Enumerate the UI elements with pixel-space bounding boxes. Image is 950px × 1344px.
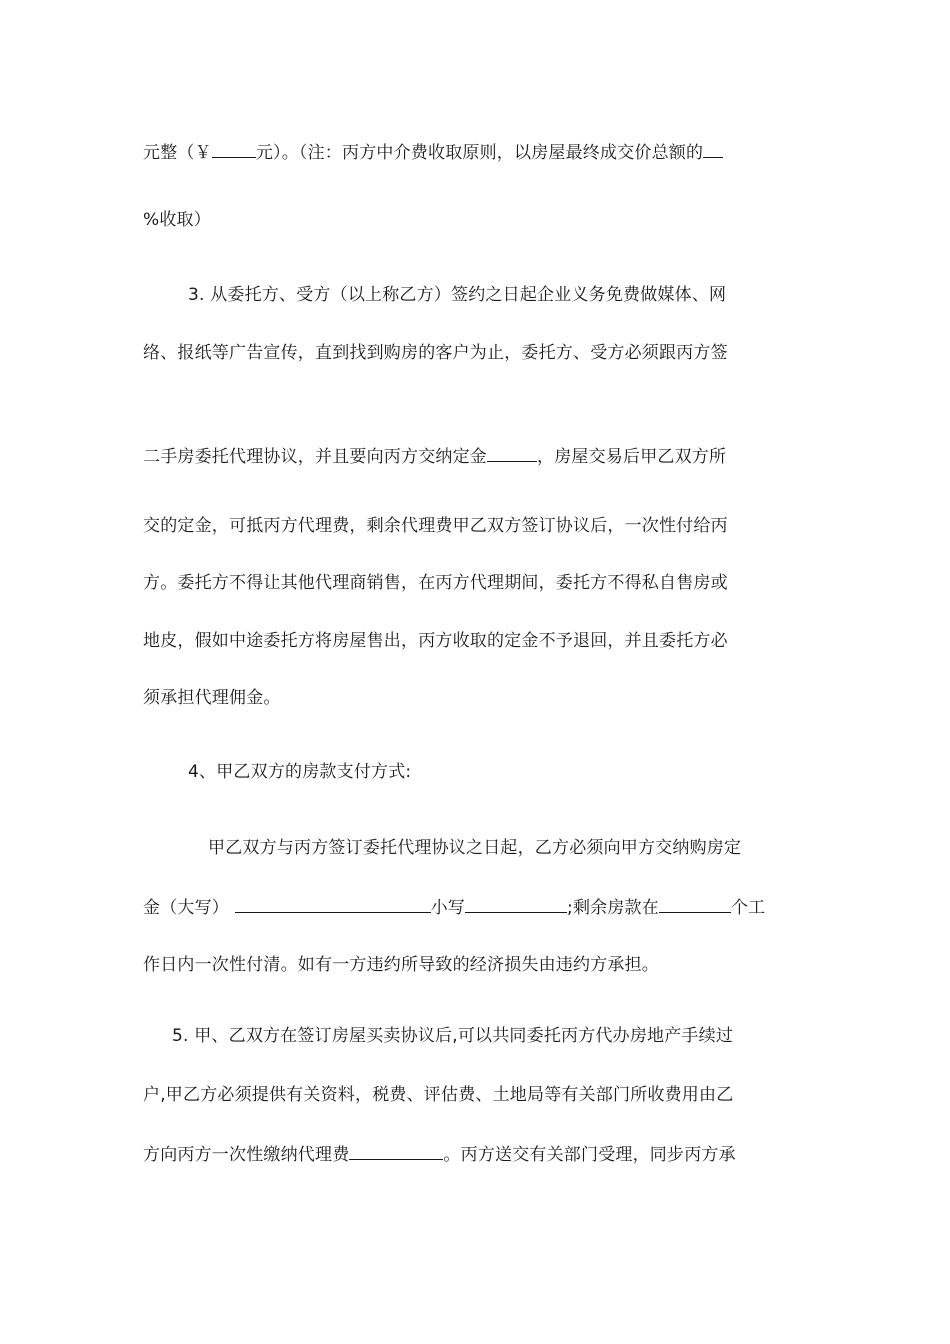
clause-3-line-1: 3. 从委托方、受方（以上称乙方）签约之日起企业义务免费做媒体、网 <box>188 285 727 305</box>
clause-4-line-2 <box>143 894 765 920</box>
clause-4-text-c: ;剩余房款在 <box>567 898 659 918</box>
fee-percent-blank <box>703 139 723 158</box>
fee-note-text-a: 元整（￥ <box>143 143 212 163</box>
clause-3-line-5: 方。委托方不得让其他代理商销售，在丙方代理期间，委托方不得私自售房或 <box>143 573 728 593</box>
clause-4-line-3: 作日内一次性付清。如有一方违约所导致的经济损失由违约方承担。 <box>143 955 659 975</box>
fee-note-text-b: 元）。（注：丙方中介费收取原则，以房屋最终成交价总额的 <box>255 143 704 163</box>
clause-5-line-3 <box>143 1141 736 1167</box>
clause-5-line-1: 5. 甲、乙双方在签订房屋买卖协议后,可以共同委托丙方代办房地产手续过 <box>172 1026 734 1046</box>
clause-4-heading: 4、甲乙双方的房款支付方式: <box>188 762 412 782</box>
clause-4-line-1: 甲乙双方与丙方签订委托代理协议之日起，乙方必须向甲方交纳购房定 <box>208 838 742 858</box>
clause-3-text-a: 二手房委托代理协议，并且要向丙方交纳定金 <box>143 447 487 467</box>
fee-note-line-1 <box>143 139 723 165</box>
amount-figures-blank <box>465 894 567 913</box>
clause-3-line-4: 交的定金，可抵丙方代理费，剩余代理费甲乙双方签订协议后，一次性付给丙 <box>143 516 728 536</box>
clause-5-text-b: 。丙方送交有关部门受理，同步丙方承 <box>443 1145 736 1165</box>
clause-5-line-2: 户,甲乙方必须提供有关资料，税费、评估费、土地局等有关部门所收费用由乙 <box>143 1085 734 1105</box>
clause-4-text-d: 个工 <box>730 898 766 918</box>
fee-amount-blank <box>212 139 256 158</box>
clause-4-text-b: 小写 <box>430 898 466 918</box>
clause-3-line-2: 络、报纸等广告宣传，直到找到购房的客户为止，委托方、受方必须跟丙方签 <box>143 343 728 363</box>
clause-3-line-3 <box>143 443 726 469</box>
days-blank <box>659 894 731 913</box>
clause-3-line-6: 地皮，假如中途委托方将房屋售出，丙方收取的定金不予退回，并且委托方必 <box>143 631 728 651</box>
fee-note-line-2: %收取） <box>143 210 211 230</box>
amount-words-blank <box>235 894 431 913</box>
clause-5-text-a: 方向丙方一次性缴纳代理费 <box>143 1145 350 1165</box>
clause-3-line-7: 须承担代理佣金。 <box>143 688 281 708</box>
agency-fee-blank <box>349 1141 443 1160</box>
clause-4-text-a: 金（大写） <box>143 898 229 918</box>
deposit-blank <box>487 443 537 462</box>
clause-3-text-b: ，房屋交易后甲乙双方所 <box>537 447 727 467</box>
